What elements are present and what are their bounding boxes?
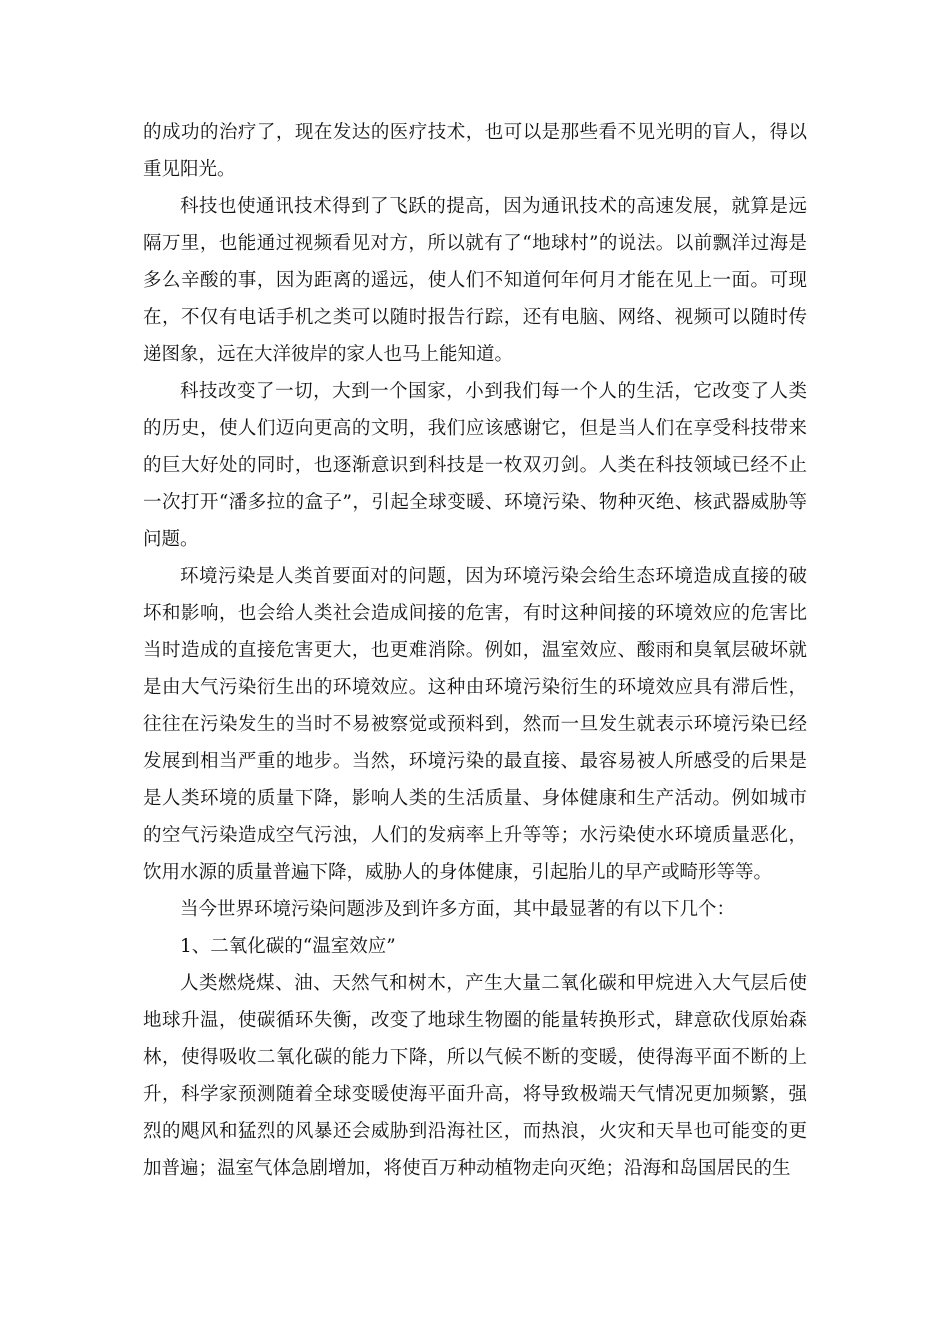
paragraph-4: 环境污染是人类首要面对的问题，因为环境污染会给生态环境造成直接的破坏和影响，也会给人类社会造成间接的危害，有时这种间接的环境效应的危害比当时造成的直接危害更大，也更难消除。例如，温室效应、酸雨和臭氧层破坏就是由大气污染衍生出的环境效应。这种由环境污染衍生的环境效应具有滞后性，往往在污染发生的当时不易被察觉或预料到，然而一旦发生就表示环境污染已经发展到相当严重的地步。当然，环境污染的最直接、最容易被人所感受的后果是是人类环境的质量下降，影响人类的生活质量、身体健康和生产活动。例如城市的空气污染造成空气污浊，人们的发病率上升等等；水污染使水环境质量恶化，饮用水源的质量普遍下降，威胁人的身体健康，引起胎儿的早产或畸形等等。 [143,566,807,883]
paragraph-1: 的成功的治疗了，现在发达的医疗技术，也可以是那些看不见光明的盲人，得以重见阳光。 [143,122,807,180]
section-heading-greenhouse: 1、二氧化碳的“温室效应” [180,936,396,957]
paragraph-5: 当今世界环境污染问题涉及到许多方面，其中最显著的有以下几个： [180,899,736,920]
paragraph-7: 人类燃烧煤、油、天然气和树木，产生大量二氧化碳和甲烷进入大气层后使地球升温，使碳循环失衡，改变了地球生物圈的能量转换形式，肆意砍伐原始森林，使得吸收二氧化碳的能力下降，所以气候不断的变暖，使得海平面不断的上升，科学家预测随着全球变暖使海平面升高，将导致极端天气情况更加频繁，强烈的飓风和猛烈的风暴还会威胁到沿海社区，而热浪，火灾和天旱也可能变的更加普遍；温室气体急剧增加，将使百万种动植物走向灭绝；沿海和岛国居民的生 [143,973,807,1179]
document-body [143,114,807,1187]
paragraph-3: 科技改变了一切，大到一个国家，小到我们每一个人的生活，它改变了人类的历史，使人们迈向更高的文明，我们应该感谢它，但是当人们在享受科技带来的巨大好处的同时，也逐渐意识到科技是一枚双刃剑。人类在科技领域已经不止一次打开“潘多拉的盒子”，引起全球变暖、环境污染、物种灭绝、核武器威胁等问题。 [143,381,807,550]
paragraph-2: 科技也使通讯技术得到了飞跃的提高，因为通讯技术的高速发展，就算是远隔万里，也能通过视频看见对方，所以就有了“地球村”的说法。以前飘洋过海是多么辛酸的事，因为距离的遥远，使人们不知道何年何月才能在见上一面。可现在，不仅有电话手机之类可以随时报告行踪，还有电脑、网络、视频可以随时传递图象，远在大洋彼岸的家人也马上能知道。 [143,196,807,365]
